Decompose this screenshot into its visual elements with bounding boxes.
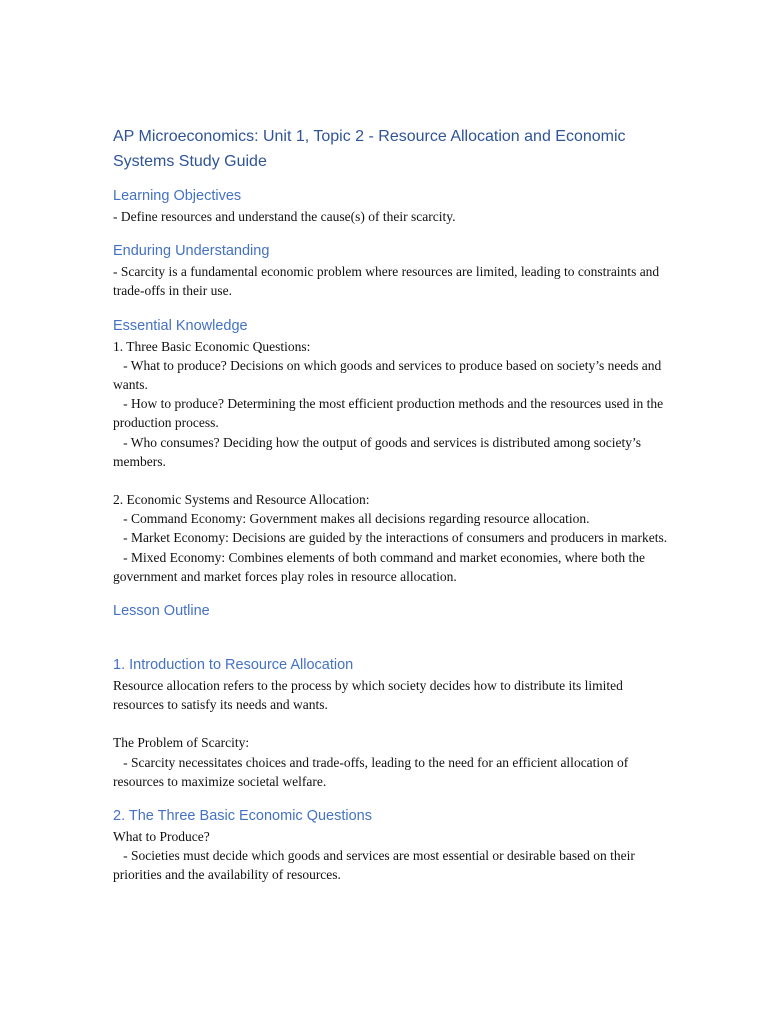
scarcity-problem-text: The Problem of Scarcity: - Scarcity necessitates choices and trade-offs, leading to the need for an efficient allocation of resources to maximize societal welfare. bbox=[113, 735, 629, 789]
heading-lesson-outline: Lesson Outline bbox=[113, 603, 210, 620]
heading-three-basic-questions: 2. The Three Basic Economic Questions bbox=[113, 808, 372, 825]
learning-objectives-text: - Define resources and understand the cause(s) of their scarcity. bbox=[113, 209, 456, 224]
three-questions-text: What to Produce? - Societies must decide which goods and services are most essential or desirable based on their priorities and the availability of resources. bbox=[113, 829, 635, 883]
heading-essential-knowledge: Essential Knowledge bbox=[113, 317, 248, 334]
intro-text: Resource allocation refers to the process by which society decides how to distribute its limited resources to satisfy its needs and wants. bbox=[113, 678, 627, 713]
heading-intro-resource-allocation: 1. Introduction to Resource Allocation bbox=[113, 657, 354, 674]
enduring-understanding-text: - Scarcity is a fundamental economic problem where resources are limited, leading to constraints and trade-offs in their use. bbox=[113, 264, 663, 299]
essential-knowledge-part1: 1. Three Basic Economic Questions: - What to produce? Decisions on which goods and services to produce based on society’s needs and wants. - How to produce? Determining the most efficient production methods and the resources used in the production process. - Who consumes? Deciding how the output of goods and services is distributed among society’s members. bbox=[113, 338, 664, 469]
document-content bbox=[113, 124, 673, 885]
heading-enduring-understanding: Enduring Understanding bbox=[113, 243, 270, 260]
document-title: AP Microeconomics: Unit 1, Topic 2 - Resource Allocation and Economic Systems Study Guide bbox=[113, 128, 626, 170]
essential-knowledge-part2: 2. Economic Systems and Resource Allocation: - Command Economy: Government makes all decisions regarding resource allocation. - Market Economy: Decisions are guided by the interactions of consumers and producers in markets. - Mixed Economy: Combines elements of both command and market economies, where both the government and market forces play roles in resource allocation. bbox=[113, 492, 668, 584]
heading-learning-objectives: Learning Objectives bbox=[113, 188, 242, 204]
